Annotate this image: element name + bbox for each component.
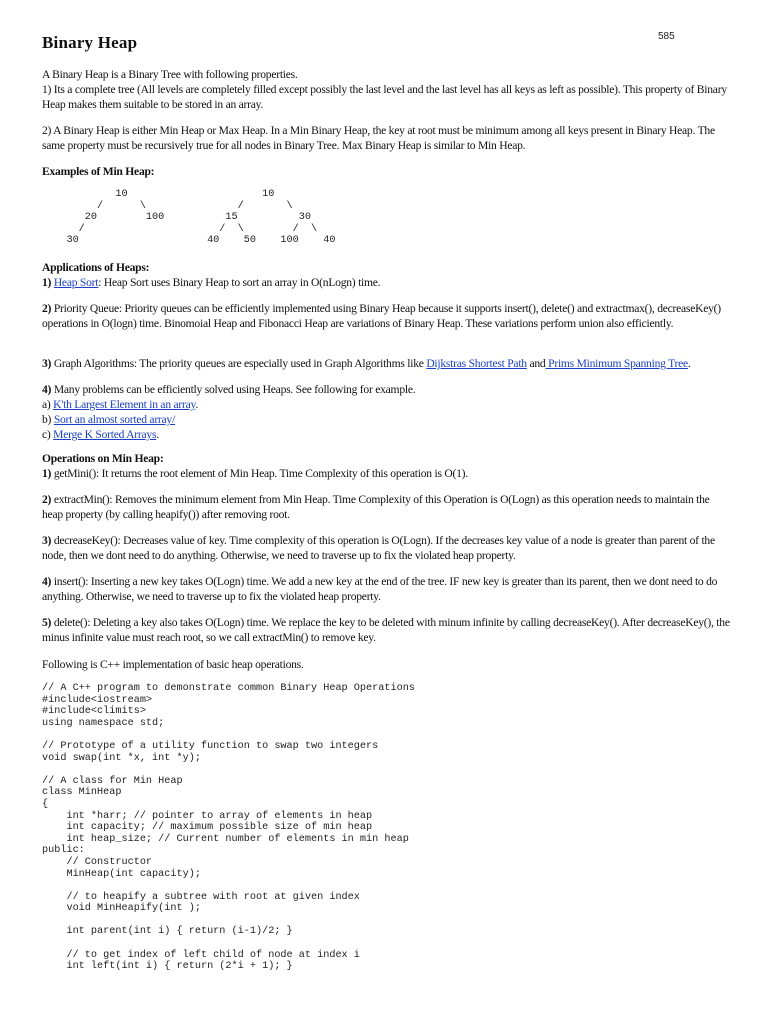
operation-3 xyxy=(42,533,732,563)
operation-5 xyxy=(42,615,732,645)
operations-heading: Operations on Min Heap: xyxy=(42,452,164,465)
app-3-text: Graph Algorithms: The priority queues are especially used in Graph Algorithms like xyxy=(53,357,427,370)
op-3-text: decreaseKey(): Decreases value of key. Time complexity of this operation is O(Logn). If the decreases key value of a node is greater than parent of the node, then we dont need to do anything. Otherwise, we need to traverse up to fix the violated heap property. xyxy=(42,534,715,562)
examples-heading: Examples of Min Heap: xyxy=(42,165,155,178)
app-3-mid: and xyxy=(526,357,546,370)
app-4a-prefix: a) xyxy=(42,398,54,411)
op-5-text: delete(): Deleting a key also takes O(Logn) time. We replace the key to be deleted with minum infinite by calling decreaseKey(). After decreaseKey(), the minus infinite value must reach root, so we call extractMin() to remove key. xyxy=(42,616,730,644)
application-3 xyxy=(42,356,732,371)
merge-k-sorted-link[interactable]: Merge K Sorted Arrays xyxy=(53,428,157,441)
page-number: 585 xyxy=(658,31,675,42)
code-block: // A C++ program to demonstrate common Binary Heap Operations #include<iostream> #include<climits> using namespace std; // Prototype of a utility function to swap two integers void swap(int *x, int *y); // A class for Min Heap class MinHeap { int *harr; // pointer to array of elements in heap int capacity; // maximum possible size of min heap int heap_size; // Current number of elements in min heap public: // Constructor MinHeap(int capacity); // to heapify a subtree with root at given index void MinHeapify(int ); int parent(int i) { return (i-1)/2; } // to get index of left child of node at index i int left(int i) { return (2*i + 1); } xyxy=(42,683,415,973)
implementation-intro: Following is C++ implementation of basic heap operations. xyxy=(42,658,304,671)
app-2-number: 2) xyxy=(42,302,54,315)
property-2: 2) A Binary Heap is either Min Heap or Max Heap. In a Min Binary Heap, the key at root must be minimum among all keys present in Binary Heap. The same property must be recursively true for all nodes in Binary Tree. Max Binary Heap is similar to Min Heap. xyxy=(42,124,715,152)
applications-heading: Applications of Heaps: xyxy=(42,261,150,274)
heap-sort-link[interactable]: Heap Sort xyxy=(53,276,99,289)
application-4 xyxy=(42,382,732,442)
op-1-text: getMini(): It returns the root element of Min Heap. Time Complexity of this operation is O(1). xyxy=(53,467,468,480)
app-3-number: 3) xyxy=(42,357,54,370)
prims-link[interactable]: Prims Minimum Spanning Tree xyxy=(545,357,688,370)
app-4-text: Many problems can be efficiently solved using Heaps. See following for example. xyxy=(53,383,416,396)
property-1: 1) Its a complete tree (All levels are completely filled except possibly the last level and the last level has all keys as left as possible). This property of Binary Heap makes them suitable to be stored in an array. xyxy=(42,83,727,111)
op-4-text: insert(): Inserting a new key takes O(Logn) time. We add a new key at the end of the tree. IF new key is greater than its parent, then we dont need to do anything. Otherwise, we need to traverse up to fix the violated heap property. xyxy=(42,575,718,603)
op-2-text: extractMin(): Removes the minimum element from Min Heap. Time Complexity of this Operation is O(Logn) as this operation needs to maintain the heap property (by calling heapify()) after removing root. xyxy=(42,493,710,521)
operation-2 xyxy=(42,492,732,522)
applications-section xyxy=(42,260,732,290)
operation-4 xyxy=(42,574,732,604)
application-2 xyxy=(42,301,732,331)
app-4-number: 4) xyxy=(42,383,54,396)
app-3-end: . xyxy=(687,357,691,370)
app-2-text: Priority Queue: Priority queues can be efficiently implemented using Binary Heap because it supports insert(), delete() and extractmax(), decreaseKey() operations in O(logn) time. Binomoial Heap and Fibonacci Heap are variations of Binary Heap. These variations perform union also efficiently. xyxy=(42,302,721,330)
op-3-number: 3) xyxy=(42,534,54,547)
op-5-number: 5) xyxy=(42,616,54,629)
app-4c-prefix: c) xyxy=(42,428,54,441)
intro-paragraph xyxy=(42,67,732,112)
sort-almost-sorted-link[interactable]: Sort an almost sorted array/ xyxy=(53,413,175,426)
app-4c-end: . xyxy=(156,428,159,441)
op-1-number: 1) xyxy=(42,467,54,480)
operations-section xyxy=(42,451,732,481)
app-4b-prefix: b) xyxy=(42,413,54,426)
min-heap-diagram: 10 10 / \ / \ 20 100 15 30 / / \ / \ 30 40 50 100 40 xyxy=(66,189,336,247)
op-4-number: 4) xyxy=(42,575,54,588)
app-4a-end: . xyxy=(195,398,198,411)
intro-line: A Binary Heap is a Binary Tree with following properties. xyxy=(42,68,298,81)
op-2-number: 2) xyxy=(42,493,54,506)
dijkstra-link[interactable]: Dijkstras Shortest Path xyxy=(426,357,527,370)
kth-largest-link[interactable]: K'th Largest Element in an array xyxy=(53,398,196,411)
app-1-text: : Heap Sort uses Binary Heap to sort an array in O(nLogn) time. xyxy=(98,276,381,289)
app-1-number: 1) xyxy=(42,276,54,289)
page-title: Binary Heap xyxy=(42,33,138,52)
